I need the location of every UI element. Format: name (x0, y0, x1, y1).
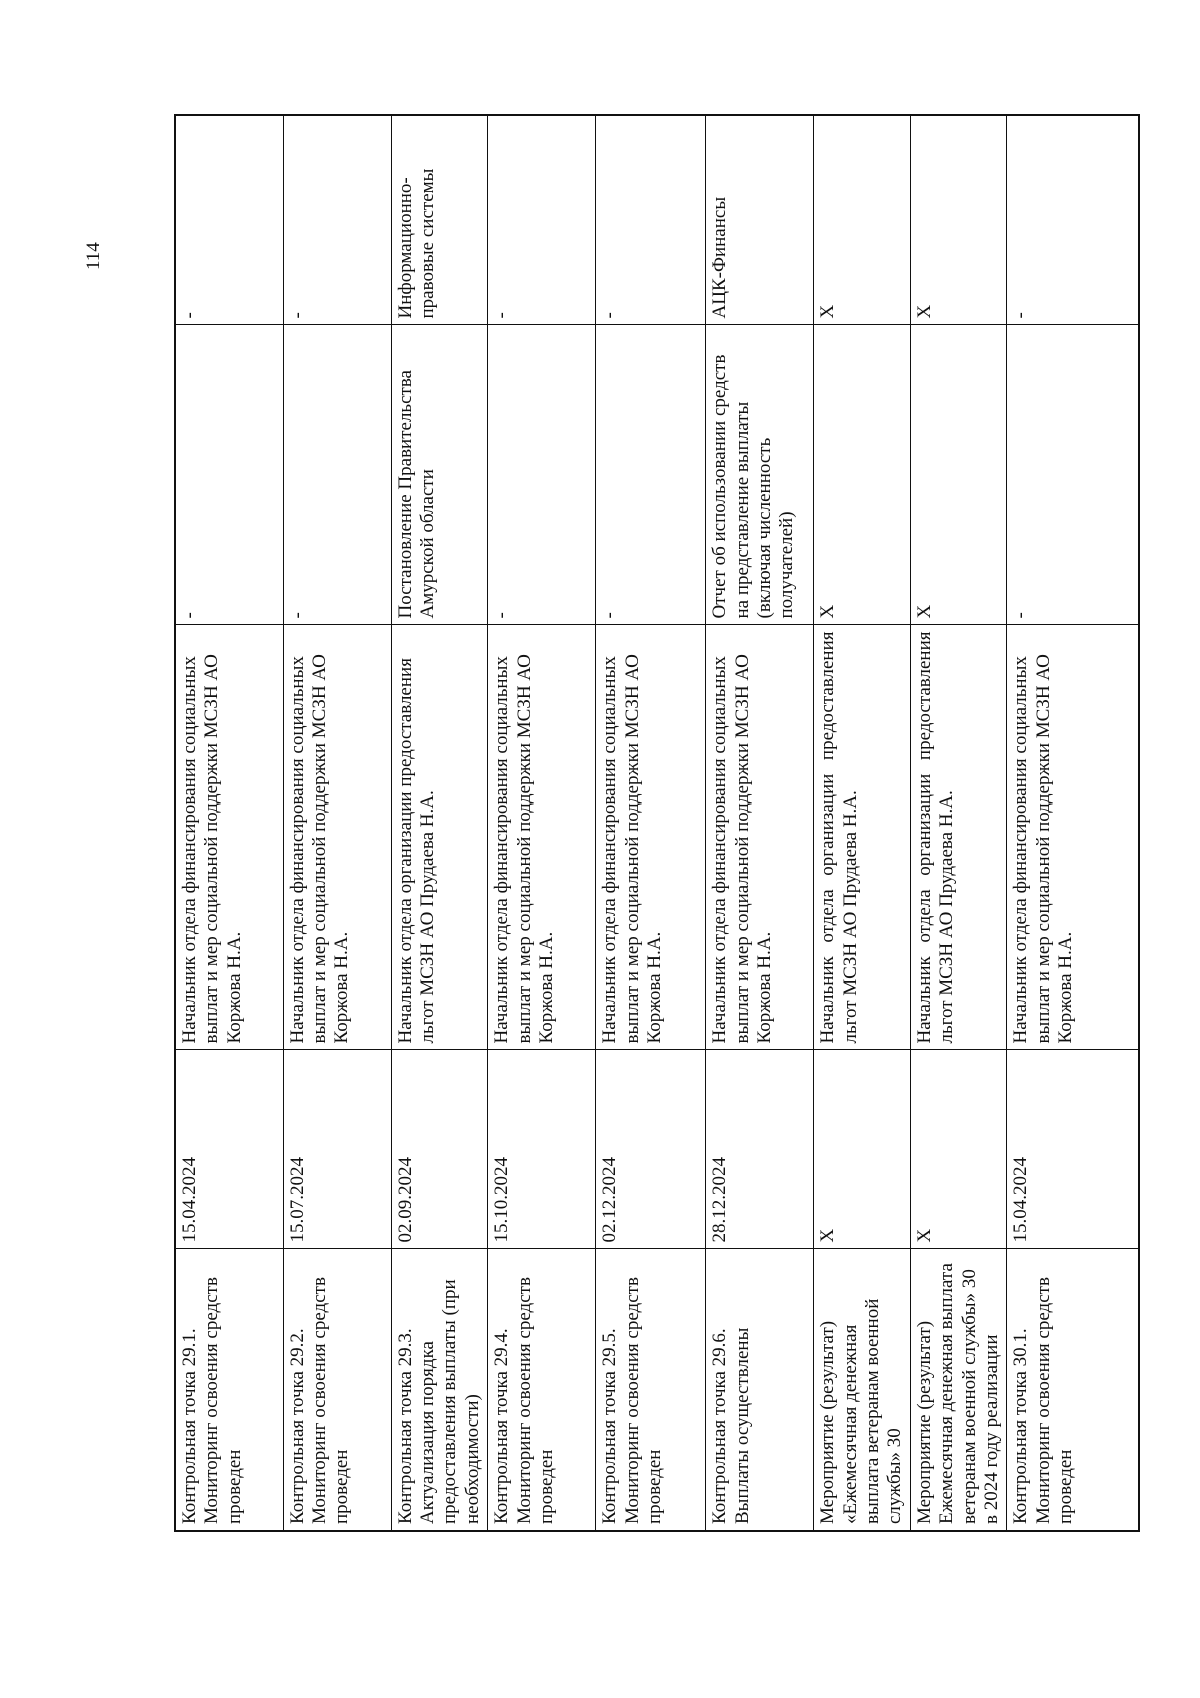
cell-event-name: Контрольная точка 29.5. Мониторинг освоения средств проведен (596, 1249, 706, 1531)
rotated-page-content (174, 116, 1096, 1532)
cell-event-name: Контрольная точка 29.1. Мониторинг освоения средств проведен (175, 1249, 283, 1531)
cell-date: 15.04.2024 (175, 1050, 283, 1249)
cell-document: Отчет об использовании средств на представление выплаты (включая численность получателей) (706, 325, 814, 625)
cell-document: X (814, 325, 911, 625)
cell-document: Постановление Правительства Амурской области (391, 325, 488, 625)
cell-event-name: Контрольная точка 30.1. Мониторинг освоения средств проведен (1007, 1249, 1139, 1531)
page-number: 114 (83, 242, 104, 270)
cell-information-system: - (175, 115, 283, 325)
table-row (391, 115, 488, 1531)
cell-date: 28.12.2024 (706, 1050, 814, 1249)
table-row (283, 115, 391, 1531)
cell-event-name: Контрольная точка 29.2. Мониторинг освоения средств проведен (283, 1249, 391, 1531)
cell-information-system: X (814, 115, 911, 325)
cell-date: 02.09.2024 (391, 1050, 488, 1249)
table-row (488, 115, 596, 1531)
cell-information-system: - (488, 115, 596, 325)
cell-date: X (910, 1050, 1007, 1249)
cell-date: 15.04.2024 (1007, 1050, 1139, 1249)
cell-event-name: Контрольная точка 29.4. Мониторинг освоения средств проведен (488, 1249, 596, 1531)
cell-information-system: - (1007, 115, 1139, 325)
table-row (175, 115, 283, 1531)
cell-information-system: - (283, 115, 391, 325)
cell-responsible: Начальник отдела финансирования социальных выплат и мер социальной поддержки МСЗН АО Коржова Н.А. (1007, 625, 1139, 1050)
cell-event-name: Контрольная точка 29.3. Актуализация порядка предоставления выплаты (при необходимости) (391, 1249, 488, 1531)
control-points-table (174, 114, 1140, 1532)
cell-date: 02.12.2024 (596, 1050, 706, 1249)
table-row (1007, 115, 1139, 1531)
cell-event-name: Контрольная точка 29.6. Выплаты осуществлены (706, 1249, 814, 1531)
table-row (910, 115, 1007, 1531)
cell-responsible: Начальник отдела организации предоставления льгот МСЗН АО Прудаева Н.А. (391, 625, 488, 1050)
table-row (814, 115, 911, 1531)
cell-event-name: Мероприятие (результат) Ежемесячная денежная выплата ветеранам военной службы» 30 в 2024 году реализации (910, 1249, 1007, 1531)
cell-document: - (175, 325, 283, 625)
cell-date: 15.10.2024 (488, 1050, 596, 1249)
cell-information-system: X (910, 115, 1007, 325)
cell-responsible: Начальник отдела финансирования социальных выплат и мер социальной поддержки МСЗН АО Коржова Н.А. (596, 625, 706, 1050)
cell-responsible: Начальник отдела финансирования социальных выплат и мер социальной поддержки МСЗН АО Коржова Н.А. (283, 625, 391, 1050)
cell-information-system: АЦК-Финансы (706, 115, 814, 325)
cell-document: - (488, 325, 596, 625)
cell-date: X (814, 1050, 911, 1249)
cell-document: - (596, 325, 706, 625)
cell-responsible: Начальник отдела финансирования социальных выплат и мер социальной поддержки МСЗН АО Коржова Н.А. (175, 625, 283, 1050)
cell-document: - (1007, 325, 1139, 625)
cell-responsible: Начальник отдела организации предоставления льгот МСЗН АО Прудаева Н.А. (814, 625, 911, 1050)
cell-information-system: Информационно-правовые системы (391, 115, 488, 325)
cell-date: 15.07.2024 (283, 1050, 391, 1249)
cell-responsible: Начальник отдела финансирования социальных выплат и мер социальной поддержки МСЗН АО Коржова Н.А. (706, 625, 814, 1050)
cell-information-system: - (596, 115, 706, 325)
cell-event-name: Мероприятие (результат) «Ежемесячная денежная выплата ветеранам военной службы» 30 (814, 1249, 911, 1531)
cell-responsible: Начальник отдела организации предоставления льгот МСЗН АО Прудаева Н.А. (910, 625, 1007, 1050)
table-row (706, 115, 814, 1531)
table-row (596, 115, 706, 1531)
cell-document: X (910, 325, 1007, 625)
cell-responsible: Начальник отдела финансирования социальных выплат и мер социальной поддержки МСЗН АО Коржова Н.А. (488, 625, 596, 1050)
cell-document: - (283, 325, 391, 625)
